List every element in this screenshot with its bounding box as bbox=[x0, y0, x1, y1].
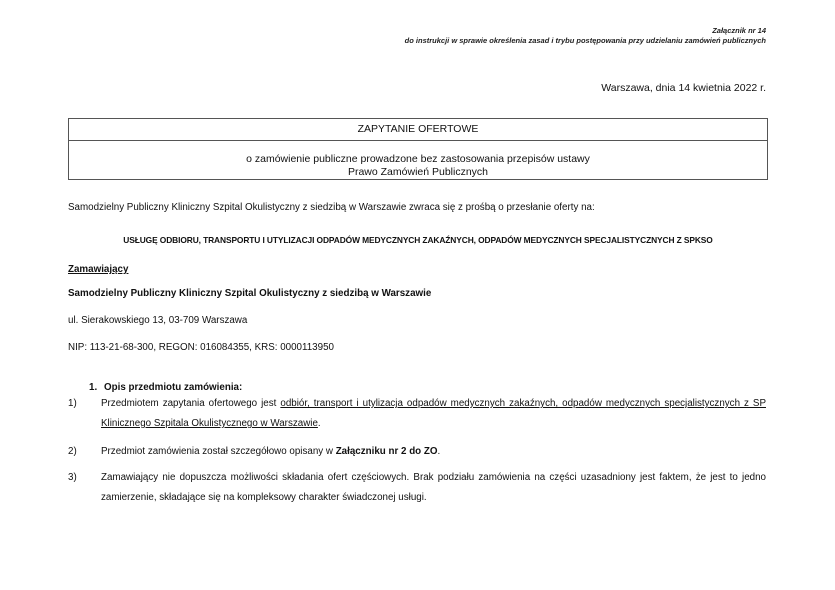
ordering-party-name: Samodzielny Publiczny Kliniczny Szpital Okulistyczny z siedzibą w Warszawie bbox=[68, 288, 432, 299]
item-text-end: . bbox=[317, 418, 321, 429]
item-link: odbiór, transport i utylizacja odpadów medycznych zakaźnych, odpadów medycznych specjalistycznych z SP Klinicznego Szpitala Okulistycznego w Warszawie bbox=[101, 398, 766, 429]
title-subline-2: Prawo Zamówień Publicznych bbox=[347, 166, 489, 178]
attachment-label: Załącznik nr 14 bbox=[712, 26, 766, 35]
list-item: Zamawiający nie dopuszcza możliwości składania ofert częściowych. Brak podziału zamówienia na części uzasadniony jest faktem, że jest to jedno zamierzenie, składające się na kompleksowy charakter świadczonej usługi. bbox=[101, 472, 766, 503]
ordering-party-ids: NIP: 113-21-68-300, REGON: 016084355, KRS: 0000113950 bbox=[68, 342, 334, 353]
section-number: 1. bbox=[89, 382, 98, 393]
instruction-label: do instrukcji w sprawie określenia zasad i trybu postępowania przy udzielaniu zamówień publicznych bbox=[404, 36, 766, 45]
list-item bbox=[101, 394, 766, 434]
item-number: 2) bbox=[68, 446, 77, 457]
ordering-party-heading: Zamawiający bbox=[68, 264, 129, 275]
item-text: Przedmiotem zapytania ofertowego jest bbox=[101, 398, 281, 409]
service-title: USŁUGĘ ODBIORU, TRANSPORTU I UTYLIZACJI ODPADÓW MEDYCZNYCH ZAKAŹNYCH, ODPADÓW MEDYCZNYCH SPECJALISTYCZNYCH Z SPKSO bbox=[123, 235, 713, 245]
ordering-party-address: ul. Sierakowskiego 13, 03-709 Warszawa bbox=[68, 315, 248, 326]
item-number: 3) bbox=[68, 472, 77, 483]
item-text-end: . bbox=[437, 446, 441, 457]
list-item bbox=[101, 442, 766, 462]
date-line: Warszawa, dnia 14 kwietnia 2022 r. bbox=[601, 82, 766, 94]
section-title: Opis przedmiotu zamówienia: bbox=[104, 382, 243, 393]
title-subline-1: o zamówienie publiczne prowadzone bez zastosowania przepisów ustawy bbox=[246, 153, 590, 165]
attachment-reference: Załączniku nr 2 do ZO bbox=[335, 446, 438, 457]
item-text: Przedmiot zamówienia został szczegółowo opisany w bbox=[101, 446, 336, 457]
document-title: ZAPYTANIE OFERTOWE bbox=[68, 123, 768, 141]
intro-paragraph: Samodzielny Publiczny Kliniczny Szpital Okulistyczny z siedzibą w Warszawie zwraca się z prośbą o przesłanie oferty na: bbox=[68, 202, 595, 213]
item-number: 1) bbox=[68, 398, 77, 409]
